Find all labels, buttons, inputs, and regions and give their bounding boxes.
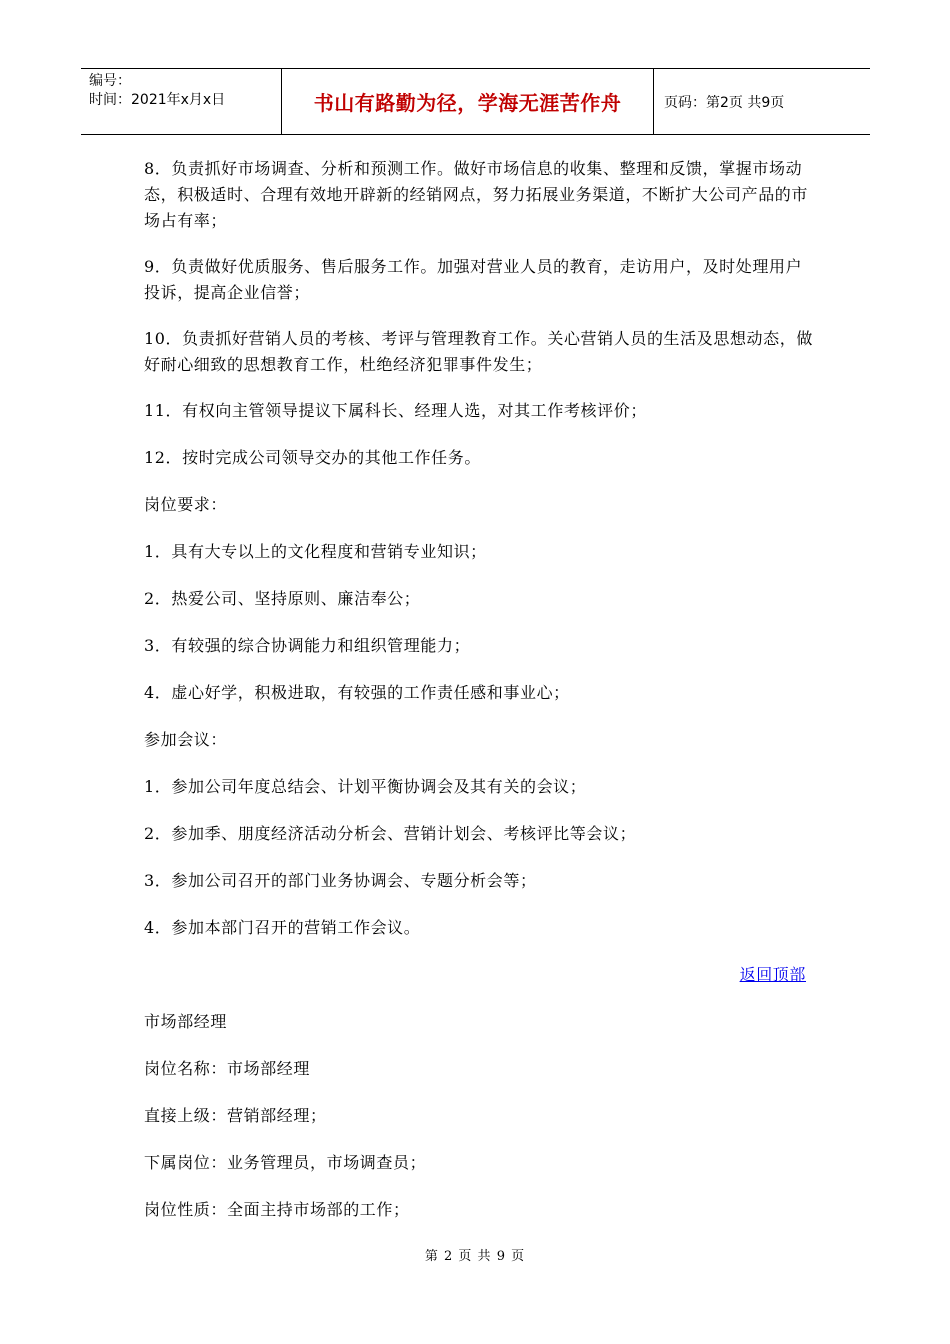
position-name: 岗位名称：市场部经理: [144, 1059, 311, 1078]
document-body: [144, 156, 814, 1244]
meeting-item: 1．参加公司年度总结会、计划平衡协调会及其有关的会议；: [144, 777, 587, 796]
requirement-item: 3．有较强的综合协调能力和组织管理能力；: [144, 636, 471, 655]
back-to-top-link[interactable]: 返回顶部: [739, 965, 806, 984]
header-meta: [81, 69, 282, 134]
duty-item-9: 9．负责做好优质服务、售后服务工作。加强对营业人员的教育，走访用户，及时处理用户投诉，提高企业信誉；: [144, 257, 803, 302]
page-footer: 第 2 页 共 9 页: [424, 1249, 526, 1264]
requirements-heading: 岗位要求：: [144, 495, 228, 514]
meeting-item: 4．参加本部门召开的营销工作会议。: [144, 918, 421, 937]
requirement-item: 2．热爱公司、坚持原则、廉洁奉公；: [144, 589, 421, 608]
requirement-item: 1．具有大专以上的文化程度和营销专业知识；: [144, 542, 487, 561]
position-nature: 岗位性质：全面主持市场部的工作；: [144, 1200, 410, 1219]
section-title: 市场部经理: [144, 1012, 228, 1031]
meetings-heading: 参加会议：: [144, 730, 228, 749]
meeting-item: 2．参加季、朋度经济活动分析会、营销计划会、考核评比等会议；: [144, 824, 637, 843]
duty-item-8: 8．负责抓好市场调查、分析和预测工作。做好市场信息的收集、整理和反馈，掌握市场动态，积极适时、合理有效地开辟新的经销网点，努力拓展业务渠道，不断扩大公司产品的市场占有率；: [144, 159, 809, 230]
requirement-item: 4．虚心好学，积极进取，有较强的工作责任感和事业心；: [144, 683, 570, 702]
duty-item-12: 12．按时完成公司领导交办的其他工作任务。: [144, 448, 481, 467]
direct-superior: 直接上级：营销部经理；: [144, 1106, 327, 1125]
subordinate-positions: 下属岗位：业务管理员，市场调查员；: [144, 1153, 427, 1172]
header-page-label: 页码：第2页 共9页: [664, 94, 785, 111]
time-label: 时间：2021年x月x日: [89, 92, 226, 108]
number-label: 编号：: [89, 73, 131, 89]
meeting-item: 3．参加公司召开的部门业务协调会、专题分析会等；: [144, 871, 537, 890]
header-motto: 书山有路勤为径，学海无涯苦作舟: [282, 69, 654, 134]
duty-item-10: 10．负责抓好营销人员的考核、考评与管理教育工作。关心营销人员的生活及思想动态，做好耐心细致的思想教育工作，杜绝经济犯罪事件发生；: [144, 329, 813, 374]
document-header: [81, 68, 870, 135]
duty-item-11: 11．有权向主管领导提议下属科长、经理人选，对其工作考核评价；: [144, 401, 647, 420]
